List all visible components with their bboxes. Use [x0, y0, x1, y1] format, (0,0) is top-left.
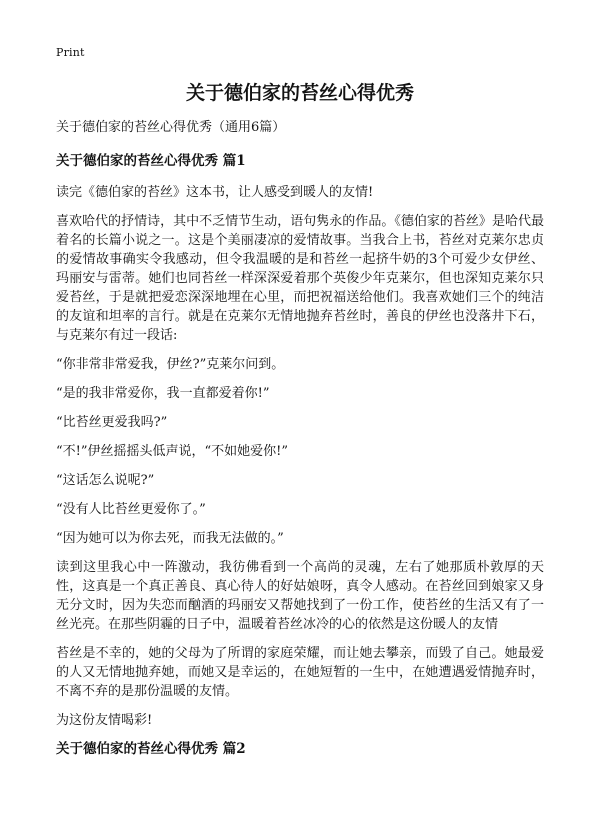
document-title: 关于德伯家的苔丝心得优秀: [185, 82, 414, 104]
section-heading-1: 关于德伯家的苔丝心得优秀 篇1: [56, 153, 246, 169]
print-label: Print: [56, 46, 85, 59]
dialogue-line: “不!”伊丝摇摇头低声说，“不如她爱你!”: [56, 444, 289, 459]
document-subtitle: 关于德伯家的苔丝心得优秀（通用6篇）: [56, 120, 286, 135]
dialogue-line: “这话怎么说呢?”: [56, 473, 155, 488]
document-body: [56, 118, 544, 771]
dialogue-line: “没有人比苔丝更爱你了。”: [56, 502, 206, 517]
paragraph: 喜欢哈代的抒情诗，其中不乏情节生动，语句隽永的作品。《德伯家的苔丝》是哈代最着名的长篇小说之一。这是个美丽凄凉的爱情故事。当我合上书，苔丝对克莱尔忠贞的爱情故事确实令我感动，但令我温暖的是和苔丝一起挤牛奶的3个可爱少女伊丝、玛丽安与雷蒂。她们也同苔丝一样深深爱着那个英俊少年克莱尔，但也深知克莱尔只爱苔丝，于是就把爱恋深深地埋在心里，而把祝福送给他们。我喜欢她们三个的纯洁的友谊和坦率的言行。就是在克莱尔无情地抛弃苔丝时，善良的伊丝也没落井下石，与克莱尔有过一段话:: [56, 214, 544, 343]
dialogue-line: “你非常非常爱我，伊丝?”克莱尔问到。: [56, 357, 285, 372]
section-heading-2: 关于德伯家的苔丝心得优秀 篇2: [56, 741, 246, 757]
dialogue-line: “因为她可以为你去死，而我无法做的。”: [56, 531, 284, 546]
paragraph: 苔丝是不幸的，她的父母为了所谓的家庭荣耀，而让她去攀亲，而毁了自己。她最爱的人又无情地抛弃她，而她又是幸运的，在她短暂的一生中，在她遭遇爱情抛弃时，不离不弃的是那份温暖的友情。: [56, 646, 544, 699]
paragraph: 为这份友情喝彩!: [56, 713, 153, 728]
paragraph: 读完《德伯家的苔丝》这本书，让人感受到暖人的友情!: [56, 185, 374, 200]
dialogue-line: “是的我非常爱你，我一直都爱着你!”: [56, 386, 270, 401]
paragraph: 读到这里我心中一阵激动，我彷佛看到一个高尚的灵魂，左右了她那质朴敦厚的天性，这真是一个真正善良、真心待人的好姑娘呀，真令人感动。在苔丝回到娘家又身无分文时，因为失恋而酗酒的玛丽安又帮她找到了一份工作，使苔丝的生活又有了一丝光亮。在那些阴霾的日子中，温暖着苔丝冰冷的心的依然是这份暖人的友情: [56, 560, 544, 632]
dialogue-line: “比苔丝更爱我吗?”: [56, 415, 168, 430]
